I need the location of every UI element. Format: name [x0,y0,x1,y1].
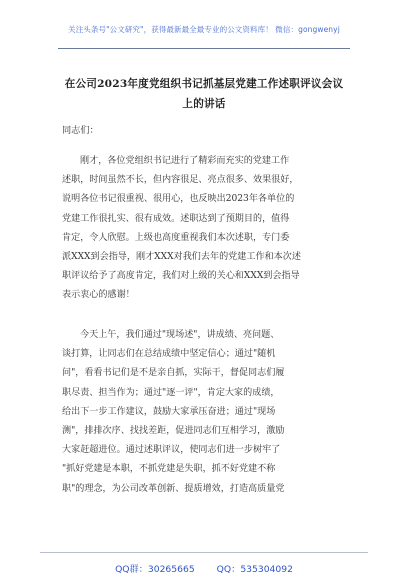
footer-qq-group: QQ群：30265665 [115,564,195,575]
paragraph-line: 今天上午，我们通过"现场述"，讲成绩、亮问题、 [80,330,280,340]
greeting: 同志们： [62,125,99,136]
footer-divider [40,552,368,553]
paragraph-line: 说明各位书记很重视、很用心，也反映出2023年各单位的 [62,194,295,205]
header-banner: 关注头条号"公文研究"，获得最新最全最专业的公文资料库！ 微信：gongwenyj [68,25,340,34]
paragraph-1 [62,152,348,306]
paragraph-line: 肯定，令人欣慰。上级也高度重视我们本次述职，专门委 [62,232,290,243]
footer-contact [0,561,408,575]
paragraph-line: 大家赶超进位。通过述职评议，使同志们进一步树牢了 [62,445,281,456]
paragraph-line: 问"，看看书记们是不是亲自抓，实际干，督促同志们履 [62,368,285,379]
paragraph-line: 谈打算，让同志们在总结成绩中坚定信心；通过"随机 [62,349,276,360]
paragraph-line: 给出下一步工作建议，鼓励大家承压奋进；通过"现场 [62,406,276,417]
paragraph-line: 党建工作很扎实、很有成效。述职达到了预期目的，值得 [62,213,290,224]
paragraph-line: 测"，排排次序、找找差距，促进同志们互相学习，激励 [62,426,285,437]
header-divider [58,48,350,49]
paragraph-2 [62,326,348,499]
paragraph-line: 职"的理念，为公司改革创新、提质增效，打造高质量党 [62,483,285,494]
paragraph-line: 派XXX到会指导，刚才XXX对我们去年的党建工作和本次述 [62,252,301,263]
paragraph-line: 职尽责、担当作为；通过"逐一评"，肯定大家的成绩， [62,387,280,398]
paragraph-line: "抓好党建是本职，不抓党建是失职，抓不好党建不称 [62,464,276,475]
document-title-line1: 在公司2023年度党组织书记抓基层党建工作述职评议会议 [64,78,344,90]
paragraph-line: 表示衷心的感谢！ [62,290,135,301]
paragraph-line: 职评议给予了高度肯定，我们对上级的关心和XXX到会指导 [62,271,300,282]
paragraph-line: 刚才，各位党组织书记进行了精彩而充实的党建工作 [80,156,290,166]
footer-qq: QQ：535304092 [216,564,293,575]
paragraph-line: 述职，时间虽然不长，但内容很足、亮点很多、效果很好， [62,175,299,186]
document-title-line2: 上的讲话 [182,98,226,110]
